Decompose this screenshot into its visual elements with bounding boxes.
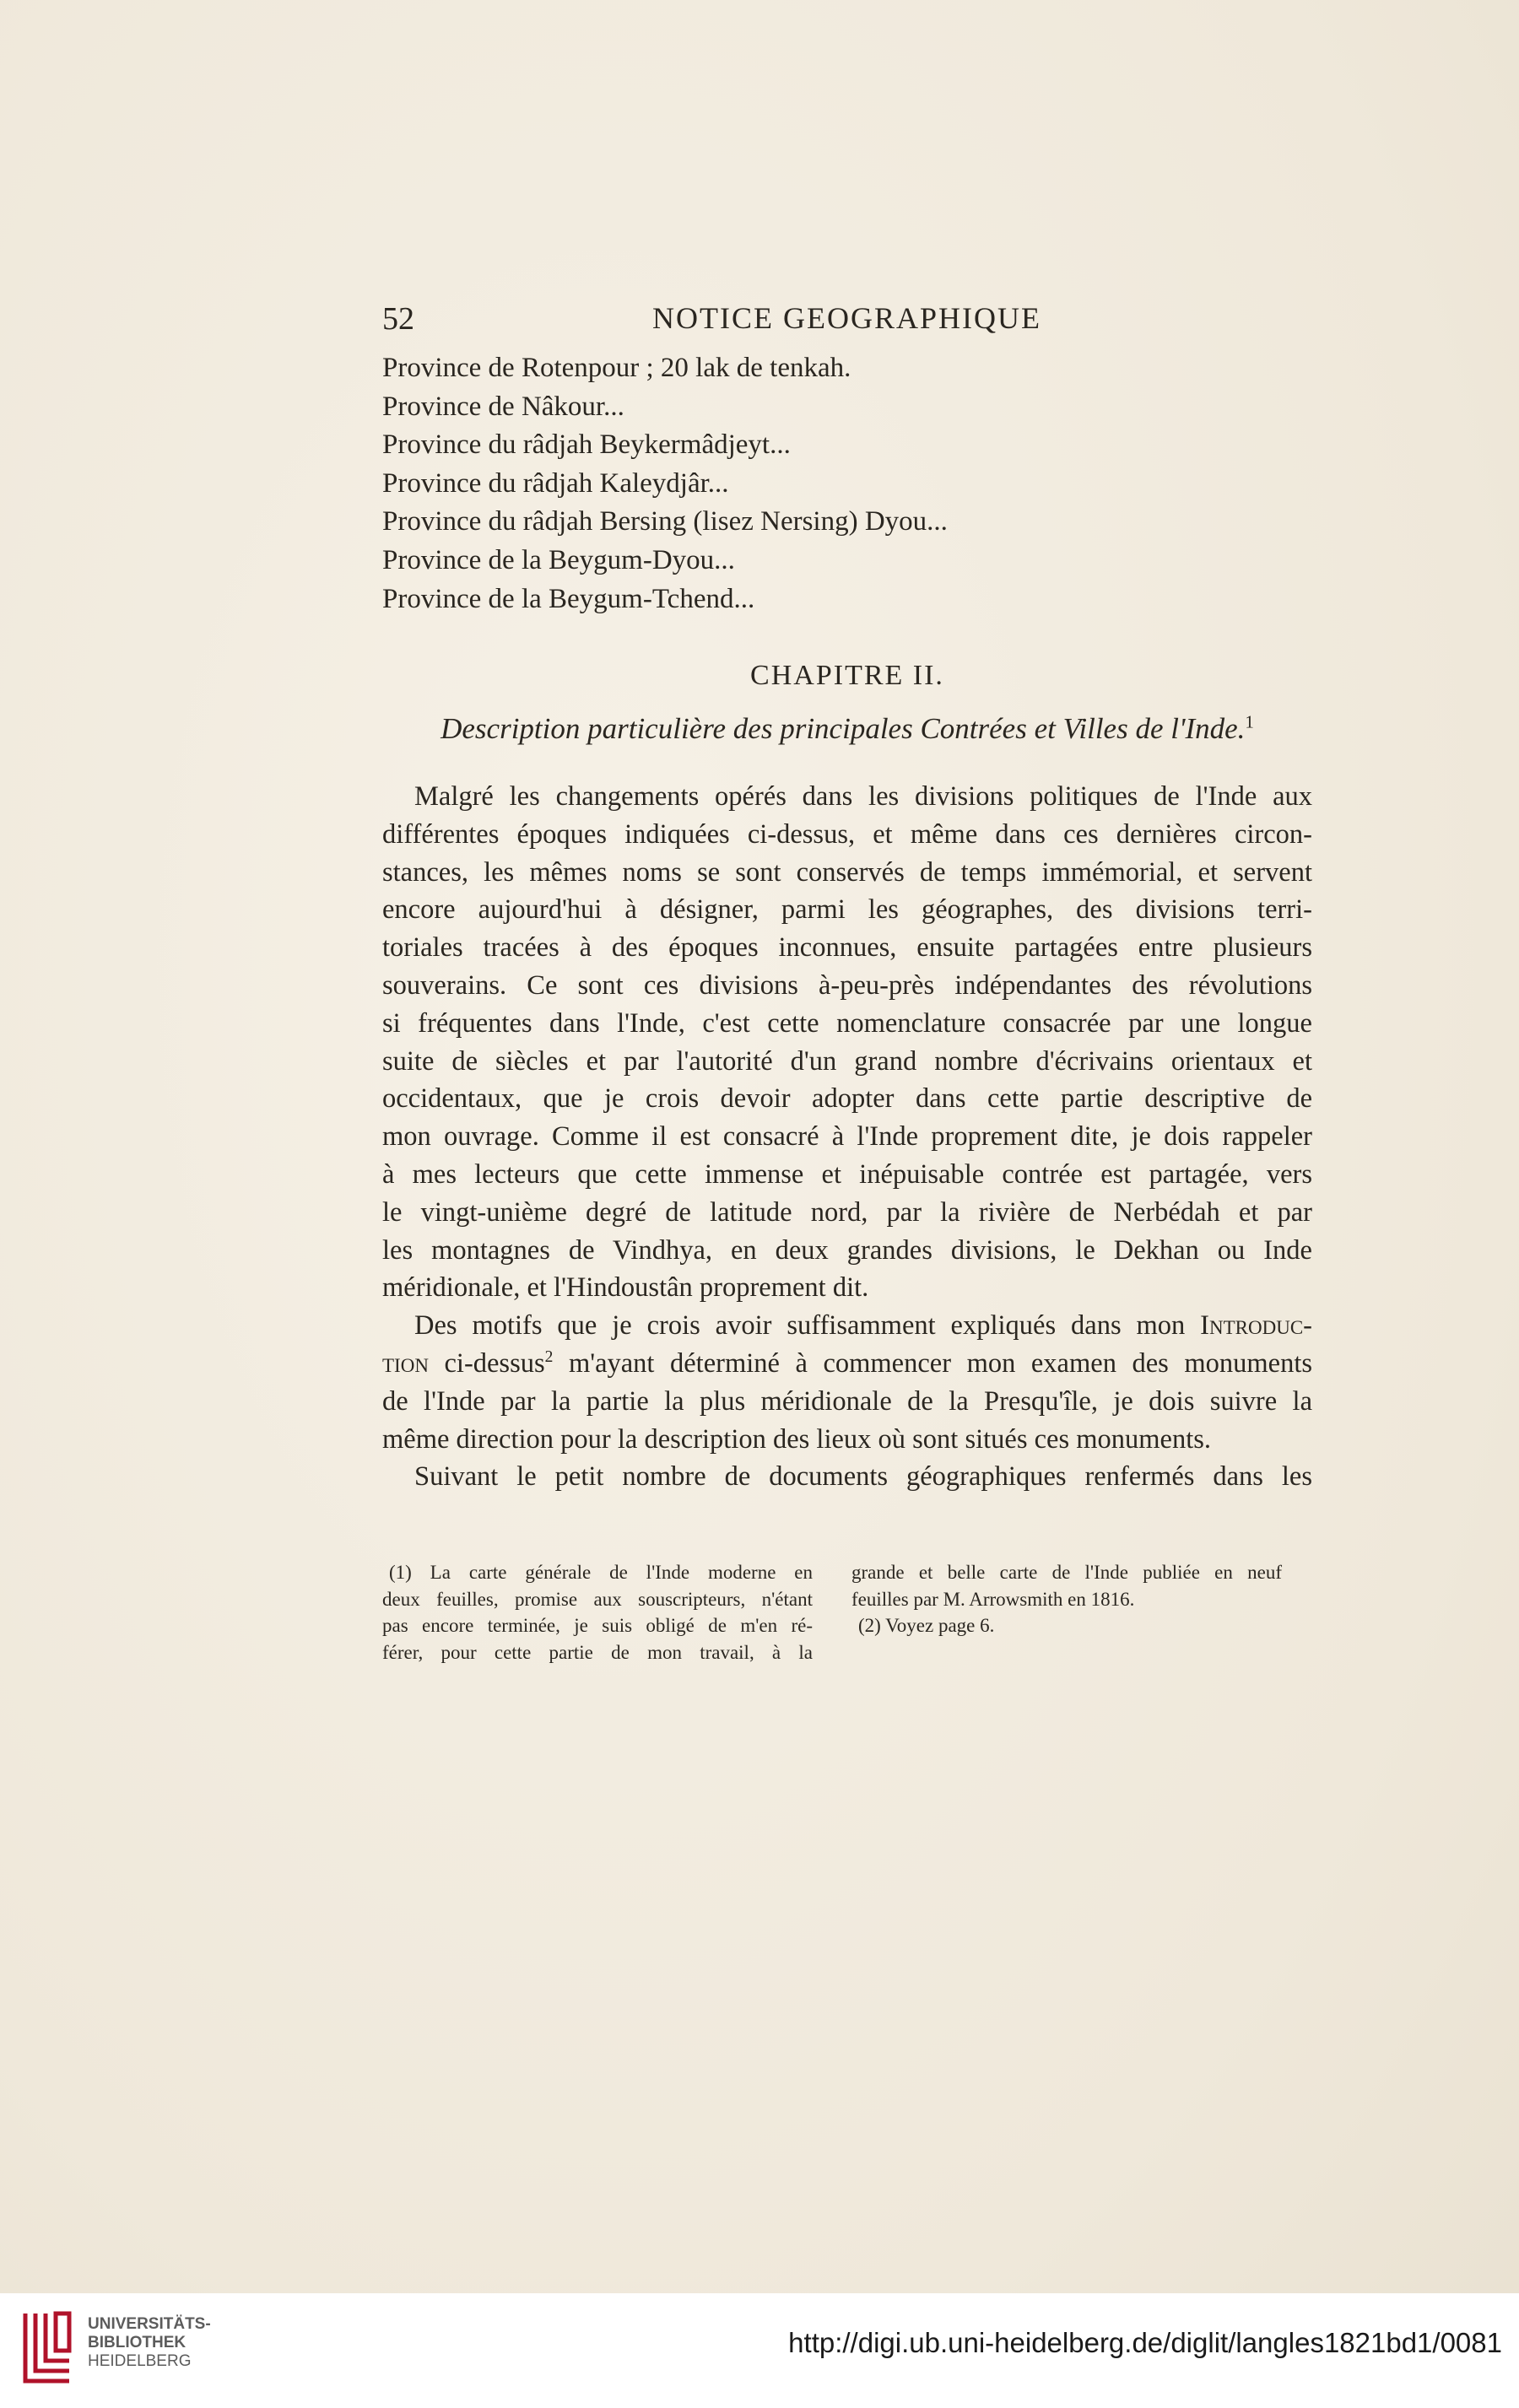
text-line [382,1307,1312,1345]
text-line: même direction pour la description des lieux où sont situés ces monuments. [382,1423,1212,1455]
text-line: souverains. Ce sont ces divisions à-peu-près indépendantes des révolutions [382,969,1312,1001]
text-segment-smallcaps: Introduc- [1200,1310,1312,1342]
text-line: le vingt-unième degré de latitude nord, par la rivière de Nerbédah et par [382,1196,1312,1228]
footnote-line: deux feuilles, promise aux souscripteurs, n'étant [382,1588,813,1610]
province-item: Province de la Beygum-Dyou... [382,544,735,575]
text-line: différentes époques indiquées ci-dessus, et même dans ces dernières circon- [382,818,1312,850]
text-line: Suivant le petit nombre de documents géographiques renfermés dans les [414,1461,1312,1493]
body-text [382,778,1312,1496]
footnote-column-left [382,1559,813,1666]
footnote-line: férer, pour cette partie de mon travail, à la [382,1641,813,1663]
footnote-line: grande et belle carte de l'Inde publiée en neuf [851,1562,1282,1583]
text-line: les montagnes de Vindhya, en deux grandes divisions, le Dekhan ou Inde [382,1234,1312,1266]
text-segment-smallcaps: tion [382,1347,429,1379]
library-name-line: BIBLIOTHEK [88,2334,186,2351]
text-line: suite de siècles et par l'autorité d'un grand nombre d'écrivains orientaux et [382,1045,1312,1077]
text-line: de l'Inde par la partie la plus méridionale de la Presqu'île, je dois suivre la [382,1385,1312,1417]
footnote-line: (1) La carte générale de l'Inde moderne en [389,1562,813,1583]
footnote-line: feuilles par M. Arrowsmith en 1816. [851,1588,1135,1610]
library-name [88,2315,211,2371]
province-item: Province de Rotenpour ; 20 lak de tenkah. [382,353,851,383]
footnotes [382,1559,1312,1677]
library-name-line: HEIDELBERG [88,2352,192,2370]
permalink-url[interactable]: http://digi.ub.uni-heidelberg.de/diglit/langles1821bd1/0081 [788,2327,1502,2358]
text-line: méridionale, et l'Hindoustân proprement dit. [382,1272,869,1304]
text-segment: Des motifs que je crois avoir suffisamment expliqués dans mon [414,1310,1186,1342]
chapter-subtitle [382,712,1312,746]
text-line: Malgré les changements opérés dans les divisions politiques de l'Inde aux [414,781,1312,812]
text-line: à mes lecteurs que cette immense et inépuisable contrée est partagée, vers [382,1158,1312,1190]
text-line: encore aujourd'hui à désigner, parmi les géographes, des divisions terri- [382,894,1312,926]
province-item: Province du râdjah Kaleydjâr... [382,467,729,499]
province-item: Province de Nâkour... [382,391,624,422]
text-line: mon ouvrage. Comme il est consacré à l'Inde proprement dite, je dois rappeler [382,1121,1312,1153]
running-title: NOTICE GEOGRAPHIQUE [652,301,1041,335]
text-line: stances, les mêmes noms se sont conservés de temps immémorial, et servent [382,856,1312,888]
footnote-ref: 1 [1245,711,1254,732]
text-line: toriales tracées à des époques inconnues, ensuite partagées entre plusieurs [382,932,1312,964]
page-number: 52 [382,301,414,337]
province-item: Province de la Beygum-Tchend... [382,583,755,614]
text-line [382,1345,1312,1383]
text-line: si fréquentes dans l'Inde, c'est cette nomenclature consacrée par une longue [382,1007,1312,1039]
running-head [382,300,1312,343]
text-line: occidentaux, que je crois devoir adopter dans cette partie descriptive de [382,1083,1312,1115]
chapter-subtitle-text: Description particulière des principales Contrées et Villes de l'Inde. [441,712,1246,745]
province-item: Province du râdjah Beykermâdjeyt... [382,429,791,461]
text-segment: ci-dessus [444,1347,545,1379]
text-segment: m'ayant déterminé à commencer mon examen des monuments [568,1347,1313,1379]
footnote-line: (2) Voyez page 6. [858,1615,995,1636]
chapter-title: CHAPITRE II. [750,660,944,691]
province-list [382,349,1312,618]
library-name-line: UNIVERSITÄTS- [88,2315,211,2333]
footnote-ref: 2 [544,1348,554,1367]
footnote-column-right [851,1559,1282,1639]
footnote-line: pas encore terminée, je suis obligé de m'en ré- [382,1615,813,1636]
province-item: Province du râdjah Bersing (lisez Nersing) Dyou... [382,506,948,537]
ub-heidelberg-logo-icon[interactable] [17,2307,78,2388]
